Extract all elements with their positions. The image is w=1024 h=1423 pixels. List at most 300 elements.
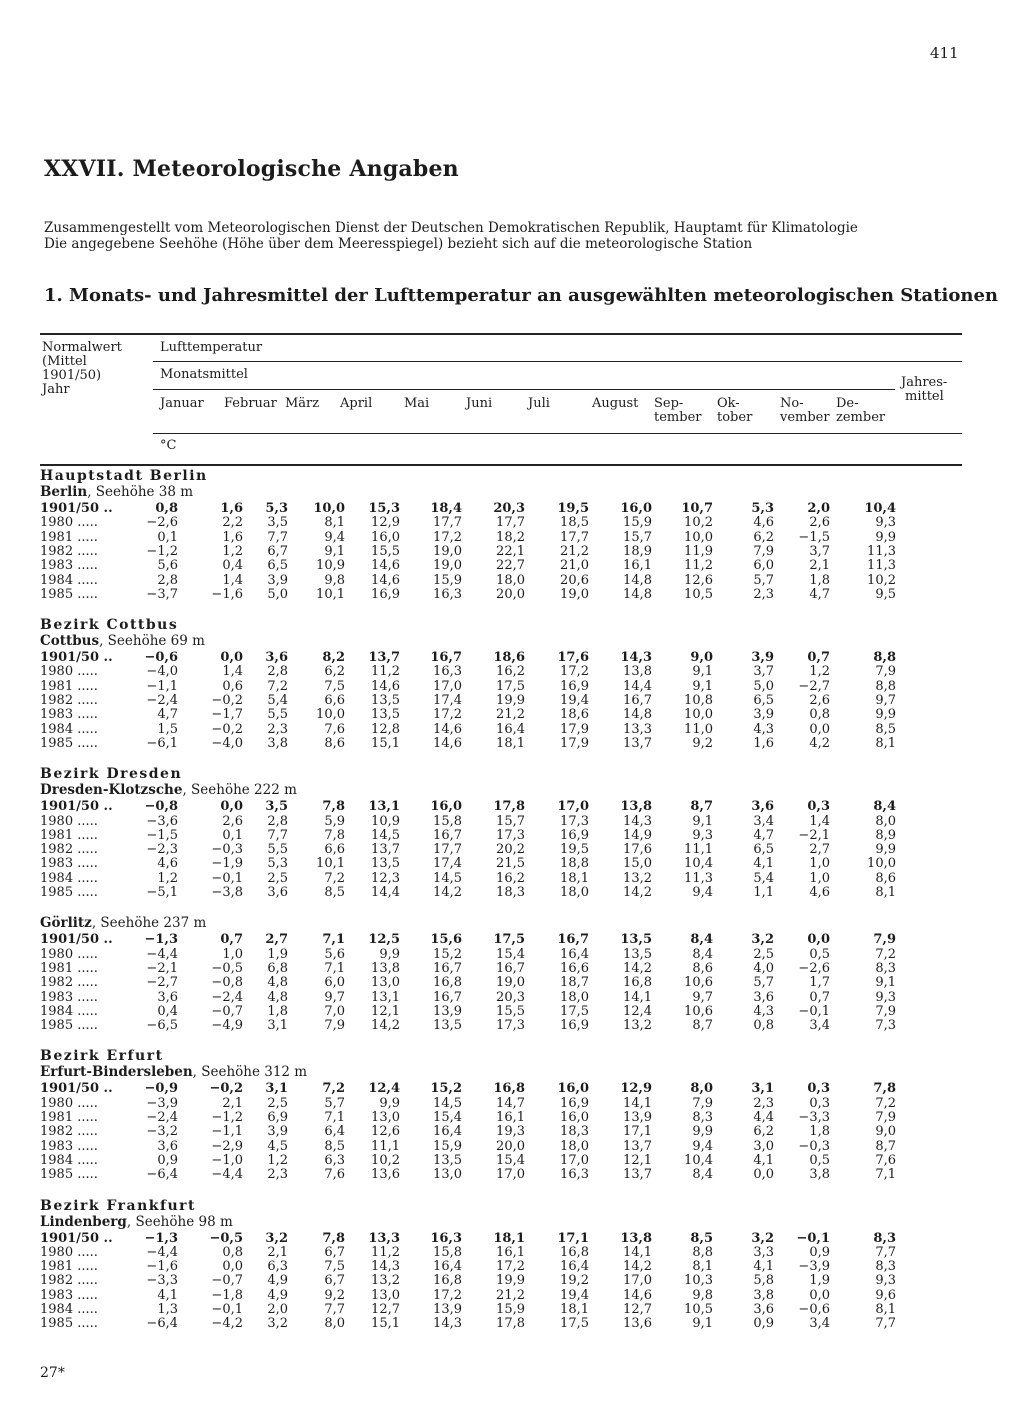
cell-oktober: 9,9 [692, 1124, 713, 1140]
cell-mai: 14,6 [371, 572, 400, 588]
cell-november: 4,7 [753, 827, 774, 843]
cell-august: 18,6 [560, 707, 589, 723]
cell-jahresmittel: 9,9 [875, 529, 896, 545]
cell-maerz: 3,8 [267, 735, 288, 751]
cell-maerz: 3,6 [267, 885, 288, 900]
cell-dezember: 4,6 [809, 885, 830, 900]
cell-juni: 16,4 [433, 1124, 462, 1140]
table-row [0, 679, 1024, 693]
cell-november: 4,1 [753, 1259, 774, 1275]
cell-juli: 15,9 [496, 1302, 525, 1317]
cell-januar: 0,8 [155, 501, 178, 516]
cell-juli: 16,8 [493, 1081, 525, 1097]
table-row [0, 990, 1024, 1004]
cell-april: 8,5 [324, 885, 345, 900]
cell-dezember: −0,1 [798, 1003, 830, 1019]
cell-dezember: −1,5 [798, 529, 830, 545]
cell-februar: −0,2 [211, 721, 243, 737]
cell-dezember: 2,7 [809, 842, 830, 858]
cell-dezember: 2,6 [809, 693, 830, 708]
cell-mai: 13,2 [371, 1273, 400, 1289]
row-year: 1983 ..... [40, 1287, 98, 1303]
cell-januar: −1,3 [144, 932, 178, 948]
cell-juli: 20,0 [496, 586, 525, 602]
cell-juni: 16,7 [433, 960, 462, 976]
table-row [0, 1316, 1024, 1330]
cell-november: 3,8 [753, 1287, 774, 1303]
cell-maerz: 1,8 [267, 1003, 288, 1019]
station-elevation: , Seehöhe 312 m [192, 1064, 308, 1081]
cell-juni: 15,9 [433, 572, 462, 588]
table-row [0, 650, 1024, 664]
table-row [0, 1139, 1024, 1153]
cell-september: 13,7 [623, 1167, 652, 1183]
cell-dezember: 3,7 [809, 543, 830, 559]
cell-november: 5,3 [751, 501, 774, 516]
cell-oktober: 10,0 [684, 707, 713, 723]
cell-maerz: 7,7 [267, 529, 288, 545]
cell-juli: 17,8 [493, 799, 525, 815]
cell-oktober: 9,4 [692, 1138, 713, 1154]
cell-januar: −6,4 [146, 1316, 178, 1332]
cell-september: 12,7 [623, 1302, 652, 1317]
header-month-mai: Mai [404, 396, 430, 411]
header-month-dezember-2: zember [836, 410, 886, 425]
cell-juni: 15,8 [433, 1244, 462, 1260]
cell-oktober: 9,2 [692, 735, 713, 751]
station-line [40, 1214, 233, 1230]
cell-januar: −3,2 [146, 1124, 178, 1140]
cell-mai: 13,1 [371, 989, 400, 1005]
cell-dezember: −2,6 [798, 960, 830, 976]
cell-april: 8,0 [324, 1316, 345, 1332]
cell-februar: 2,1 [222, 1095, 243, 1111]
cell-dezember: 0,5 [809, 1152, 830, 1168]
cell-juni: 17,4 [433, 693, 462, 708]
cell-april: 8,5 [324, 1138, 345, 1154]
cell-februar: −0,8 [211, 975, 243, 991]
cell-juni: 16,3 [430, 1230, 462, 1246]
station-line [40, 484, 193, 500]
cell-april: 6,0 [324, 975, 345, 991]
table-row [0, 947, 1024, 961]
cell-november: 4,1 [753, 1152, 774, 1168]
cell-mai: 14,4 [371, 885, 400, 900]
header-month-februar: Februar [224, 396, 277, 411]
cell-dezember: 0,0 [809, 1287, 830, 1303]
cell-april: 8,1 [324, 515, 345, 531]
row-year: 1901/50 .. [40, 1230, 113, 1246]
row-year: 1984 ..... [40, 870, 98, 886]
cell-november: 3,2 [751, 932, 774, 948]
cell-februar: −1,2 [211, 1110, 243, 1125]
cell-juni: 13,0 [433, 1167, 462, 1183]
cell-juli: 17,7 [496, 515, 525, 531]
cell-april: 10,9 [316, 558, 345, 574]
table-row [0, 530, 1024, 544]
cell-april: 8,6 [324, 735, 345, 751]
cell-februar: −0,2 [209, 1081, 243, 1097]
table-row [0, 932, 1024, 946]
cell-jahresmittel: 7,1 [875, 1167, 896, 1183]
cell-dezember: 1,2 [809, 664, 830, 680]
cell-mai: 15,1 [371, 735, 400, 751]
station-name: Berlin [40, 484, 88, 500]
header-top-rule [40, 333, 962, 335]
cell-dezember: 1,9 [809, 1273, 830, 1289]
header-monatsmittel: Monatsmittel [160, 367, 248, 382]
cell-juni: 17,7 [433, 842, 462, 858]
cell-februar: −0,5 [211, 960, 243, 976]
cell-juni: 19,0 [433, 543, 462, 559]
cell-oktober: 10,3 [684, 1273, 713, 1289]
lufttemperatur-rule [153, 361, 962, 362]
cell-september: 13,5 [620, 932, 652, 948]
cell-juli: 16,4 [496, 721, 525, 737]
cell-januar: 1,3 [157, 1302, 178, 1317]
table-row [0, 1167, 1024, 1181]
cell-november: 1,6 [753, 735, 774, 751]
cell-mai: 13,1 [368, 799, 400, 815]
cell-februar: −1,7 [211, 707, 243, 723]
cell-januar: 1,5 [157, 721, 178, 737]
cell-oktober: 10,4 [684, 856, 713, 872]
cell-mai: 14,2 [371, 1018, 400, 1034]
cell-november: 4,1 [753, 856, 774, 872]
station-name: Erfurt-Bindersleben [40, 1064, 193, 1081]
station-elevation: , Seehöhe 38 m [87, 484, 194, 500]
cell-august: 16,4 [560, 1259, 589, 1275]
station-line [40, 915, 206, 931]
row-year: 1985 ..... [40, 1316, 98, 1332]
cell-oktober: 8,3 [692, 1110, 713, 1125]
cell-juni: 17,7 [433, 515, 462, 531]
row-year: 1983 ..... [40, 558, 98, 574]
cell-dezember: −0,3 [798, 1138, 830, 1154]
cell-februar: −0,1 [211, 870, 243, 886]
cell-august: 17,5 [560, 1003, 589, 1019]
table-row [0, 1288, 1024, 1302]
cell-jahresmittel: 8,8 [873, 650, 896, 666]
cell-april: 5,7 [324, 1095, 345, 1111]
table-row [0, 828, 1024, 842]
cell-juni: 15,6 [430, 932, 462, 948]
cell-jahresmittel: 9,1 [875, 975, 896, 991]
cell-august: 17,6 [557, 650, 589, 666]
cell-januar: 4,7 [157, 707, 178, 723]
cell-maerz: 2,5 [267, 1095, 288, 1111]
table-row [0, 961, 1024, 975]
table-row [0, 1273, 1024, 1287]
cell-juli: 19,9 [496, 1273, 525, 1289]
cell-august: 20,6 [560, 572, 589, 588]
station-name: Cottbus [40, 633, 100, 650]
header-month-januar: Januar [160, 396, 204, 411]
cell-november: 0,8 [753, 1018, 774, 1034]
row-year: 1901/50 .. [40, 799, 113, 815]
cell-mai: 12,1 [371, 1003, 400, 1019]
header-lufttemperatur: Lufttemperatur [160, 340, 263, 355]
cell-mai: 14,6 [371, 678, 400, 694]
header-jahresmittel-1: Jahres- [901, 375, 948, 390]
cell-juli: 15,5 [496, 1003, 525, 1019]
cell-maerz: 3,9 [267, 1124, 288, 1140]
intro-line-2: Die angegebene Seehöhe (Höhe über dem Meeresspiegel) bezieht sich auf die meteorologische Station [44, 236, 753, 252]
row-year: 1981 ..... [40, 678, 98, 694]
cell-dezember: −0,6 [798, 1302, 830, 1317]
cell-oktober: 10,2 [684, 515, 713, 531]
cell-juni: 17,2 [433, 707, 462, 723]
cell-juli: 21,2 [496, 1287, 525, 1303]
cell-jahresmittel: 8,1 [875, 1302, 896, 1317]
cell-september: 13,7 [623, 735, 652, 751]
cell-april: 9,2 [324, 1287, 345, 1303]
cell-august: 16,7 [557, 932, 589, 948]
cell-august: 16,9 [560, 827, 589, 843]
row-year: 1982 ..... [40, 1273, 98, 1289]
table-row [0, 1124, 1024, 1138]
region-title: Bezirk Dresden [40, 766, 183, 783]
cell-mai: 11,1 [371, 1138, 400, 1154]
cell-september: 13,6 [623, 1316, 652, 1332]
cell-jahresmittel: 8,4 [873, 799, 896, 815]
cell-august: 18,0 [560, 885, 589, 900]
station-line [40, 633, 205, 649]
cell-dezember: 1,7 [809, 975, 830, 991]
cell-april: 8,2 [322, 650, 345, 666]
cell-juli: 17,0 [496, 1167, 525, 1183]
cell-november: 5,0 [753, 678, 774, 694]
cell-april: 6,6 [324, 842, 345, 858]
cell-oktober: 8,4 [692, 946, 713, 962]
cell-september: 18,9 [623, 543, 652, 559]
cell-maerz: 2,8 [267, 813, 288, 829]
cell-februar: 0,0 [220, 799, 243, 815]
cell-april: 7,8 [322, 1230, 345, 1246]
cell-juli: 17,3 [496, 1018, 525, 1034]
table-row [0, 544, 1024, 558]
cell-februar: 1,0 [222, 946, 243, 962]
table-row [0, 736, 1024, 750]
cell-januar: −2,3 [146, 842, 178, 858]
cell-september: 14,1 [623, 1095, 652, 1111]
cell-april: 9,4 [324, 529, 345, 545]
cell-april: 6,2 [324, 664, 345, 680]
cell-august: 19,0 [560, 586, 589, 602]
cell-januar: 1,2 [157, 870, 178, 886]
cell-februar: −0,7 [211, 1273, 243, 1289]
row-year: 1984 ..... [40, 572, 98, 588]
cell-juli: 15,4 [496, 1152, 525, 1168]
cell-jahresmittel: 8,5 [875, 721, 896, 737]
row-year: 1983 ..... [40, 1138, 98, 1154]
cell-oktober: 10,5 [684, 586, 713, 602]
cell-mai: 12,8 [371, 721, 400, 737]
cell-november: 3,6 [751, 799, 774, 815]
cell-dezember: 0,8 [809, 707, 830, 723]
cell-oktober: 10,8 [684, 693, 713, 708]
region-title: Hauptstadt Berlin [40, 468, 208, 484]
cell-juni: 15,8 [433, 813, 462, 829]
cell-september: 13,3 [623, 721, 652, 737]
cell-jahresmittel: 9,0 [875, 1124, 896, 1140]
cell-september: 12,1 [623, 1152, 652, 1168]
cell-maerz: 5,5 [267, 842, 288, 858]
cell-maerz: 7,2 [267, 678, 288, 694]
cell-januar: −6,4 [146, 1167, 178, 1183]
cell-september: 14,8 [623, 572, 652, 588]
cell-juni: 16,7 [433, 989, 462, 1005]
table-row [0, 1004, 1024, 1018]
table-row [0, 1153, 1024, 1167]
cell-dezember: 2,0 [807, 501, 830, 516]
cell-oktober: 12,6 [684, 572, 713, 588]
header-month-dezember-1: De- [836, 396, 859, 411]
cell-juli: 16,2 [496, 664, 525, 680]
cell-jahresmittel: 7,9 [875, 1003, 896, 1019]
station-elevation: , Seehöhe 69 m [99, 633, 205, 650]
cell-oktober: 11,1 [684, 842, 713, 858]
cell-dezember: −0,1 [796, 1230, 830, 1246]
region-title: Bezirk Cottbus [40, 617, 179, 634]
station-name: Dresden-Klotzsche [40, 782, 183, 799]
cell-oktober: 9,8 [692, 1287, 713, 1303]
cell-dezember: −2,7 [798, 678, 830, 694]
cell-juli: 15,7 [496, 813, 525, 829]
cell-juni: 15,2 [430, 1081, 462, 1097]
station-elevation: , Seehöhe 222 m [182, 782, 297, 799]
header-month-august: August [592, 396, 639, 411]
cell-oktober: 9,0 [690, 650, 713, 666]
cell-oktober: 9,7 [692, 989, 713, 1005]
cell-maerz: 3,5 [265, 799, 288, 815]
cell-september: 14,1 [623, 989, 652, 1005]
cell-januar: −2,4 [146, 693, 178, 708]
cell-januar: −5,1 [146, 885, 178, 900]
cell-jahresmittel: 7,2 [875, 1095, 896, 1111]
cell-mai: 13,0 [371, 1287, 400, 1303]
cell-mai: 14,3 [371, 1259, 400, 1275]
header-month-juni: Juni [466, 396, 493, 411]
cell-juni: 17,0 [433, 678, 462, 694]
cell-oktober: 10,7 [681, 501, 713, 516]
cell-april: 7,2 [324, 870, 345, 886]
cell-august: 18,8 [560, 856, 589, 872]
cell-mai: 13,7 [371, 842, 400, 858]
cell-november: 6,5 [753, 693, 774, 708]
page-number: 411 [930, 44, 959, 62]
cell-juli: 17,5 [496, 678, 525, 694]
cell-jahresmittel: 7,9 [873, 932, 896, 948]
row-year: 1985 ..... [40, 1167, 98, 1183]
cell-dezember: 0,7 [807, 650, 830, 666]
table-row [0, 664, 1024, 678]
cell-juni: 14,3 [433, 1316, 462, 1332]
row-year: 1981 ..... [40, 827, 98, 843]
cell-jahresmittel: 8,8 [875, 678, 896, 694]
cell-maerz: 5,5 [267, 707, 288, 723]
cell-juli: 14,7 [496, 1095, 525, 1111]
cell-maerz: 5,3 [265, 501, 288, 516]
cell-august: 17,5 [560, 1316, 589, 1332]
cell-juli: 21,5 [496, 856, 525, 872]
cell-november: 0,9 [753, 1316, 774, 1332]
cell-februar: −1,9 [211, 856, 243, 872]
cell-august: 17,7 [560, 529, 589, 545]
cell-dezember: 1,4 [809, 813, 830, 829]
cell-juli: 21,2 [496, 707, 525, 723]
cell-juni: 16,7 [433, 827, 462, 843]
cell-mai: 12,4 [368, 1081, 400, 1097]
cell-dezember: 3,4 [809, 1018, 830, 1034]
cell-februar: −4,9 [211, 1018, 243, 1034]
station-elevation: , Seehöhe 98 m [126, 1213, 233, 1230]
cell-oktober: 9,3 [692, 827, 713, 843]
station-elevation: , Seehöhe 237 m [91, 915, 207, 932]
cell-september: 13,8 [620, 799, 652, 815]
cell-januar: −6,5 [146, 1018, 178, 1034]
cell-august: 18,0 [560, 989, 589, 1005]
cell-september: 14,8 [623, 586, 652, 602]
cell-januar: −0,9 [144, 1081, 178, 1097]
cell-oktober: 8,1 [692, 1259, 713, 1275]
row-year: 1982 ..... [40, 842, 98, 858]
cell-oktober: 10,0 [684, 529, 713, 545]
cell-januar: −1,3 [144, 1230, 178, 1246]
row-year: 1980 ..... [40, 1095, 98, 1111]
cell-mai: 14,5 [371, 827, 400, 843]
cell-oktober: 10,5 [684, 1302, 713, 1317]
row-year: 1983 ..... [40, 989, 98, 1005]
cell-maerz: 2,1 [267, 1244, 288, 1260]
cell-januar: 4,6 [157, 856, 178, 872]
cell-februar: −1,1 [211, 1124, 243, 1140]
row-year: 1981 ..... [40, 1259, 98, 1275]
cell-november: 0,0 [753, 1167, 774, 1183]
cell-jahresmittel: 9,9 [875, 842, 896, 858]
cell-februar: 0,0 [220, 650, 243, 666]
cell-jahresmittel: 9,3 [875, 1273, 896, 1289]
cell-januar: −0,6 [144, 650, 178, 666]
cell-maerz: 2,3 [267, 1167, 288, 1183]
cell-august: 16,9 [560, 1095, 589, 1111]
cell-juli: 18,6 [493, 650, 525, 666]
cell-september: 14,6 [623, 1287, 652, 1303]
cell-august: 16,4 [560, 946, 589, 962]
table-row [0, 501, 1024, 515]
cell-februar: −3,8 [211, 885, 243, 900]
cell-november: 4,3 [753, 1003, 774, 1019]
cell-februar: 0,4 [222, 558, 243, 574]
cell-august: 17,9 [560, 721, 589, 737]
cell-september: 12,4 [623, 1003, 652, 1019]
table-row [0, 1302, 1024, 1316]
cell-september: 13,2 [623, 870, 652, 886]
cell-august: 18,0 [560, 1138, 589, 1154]
cell-jahresmittel: 7,7 [875, 1244, 896, 1260]
cell-juli: 17,3 [496, 827, 525, 843]
cell-juni: 16,0 [430, 799, 462, 815]
cell-mai: 9,9 [379, 946, 400, 962]
cell-august: 17,2 [560, 664, 589, 680]
row-year: 1984 ..... [40, 1152, 98, 1168]
cell-juli: 16,1 [496, 1244, 525, 1260]
cell-august: 21,2 [560, 543, 589, 559]
cell-maerz: 5,4 [267, 693, 288, 708]
row-year: 1980 ..... [40, 813, 98, 829]
cell-april: 7,5 [324, 678, 345, 694]
row-year: 1901/50 .. [40, 650, 113, 666]
